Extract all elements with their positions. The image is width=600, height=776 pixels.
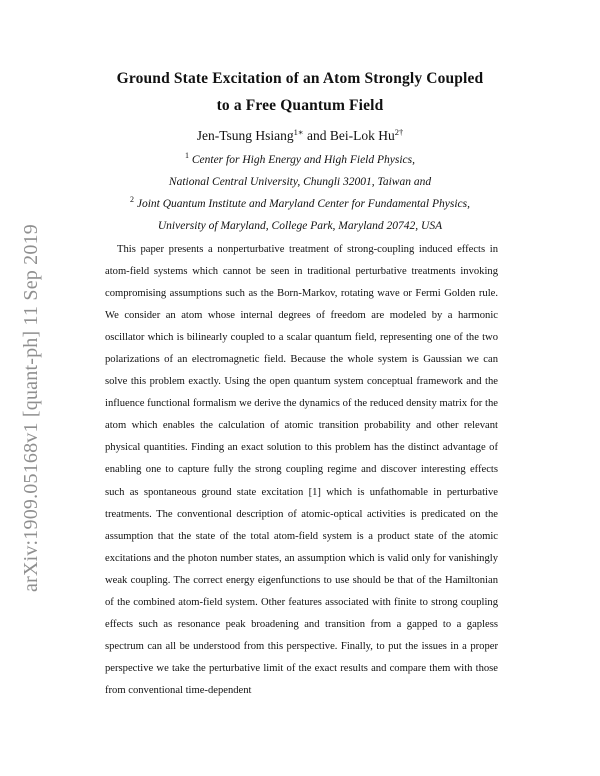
affiliation-line	[80, 193, 520, 215]
affiliation-line	[80, 149, 520, 171]
abstract-text: This paper presents a nonperturbative treatment of strong-coupling induced effects in atom-field systems which cannot be seen in traditional perturbative treatments invoking compromising assumptions such as the Born-Markov, rotating wave or Fermi Golden rule. We consider an atom whose internal degrees of freedom are modeled by a harmonic oscillator which is bilinearly coupled to a scalar quantum field, representing one of the two polarizations of an electromagnetic field. Because the whole system is Gaussian we can solve this problem exactly. Using the open quantum system conceptual framework and the influence functional formalism we derive the dynamics of the reduced density matrix for the atom which enables the calculation of atomic transition probability and other relevant physical quantities. Finding an exact solution to this problem has the distinct advantage of enabling one to capture fully the strong coupling regime and discover interesting effects such as spontaneous ground state excitation [1] which is unfathomable in perturbative treatments. The conventional description of atomic-optical activities is predicated on the assumption that the state of the total atom-field system is a product state of the atomic excitations and the photon number states, an assumption which is valid only for vanishingly weak coupling. The correct energy eigenfunctions to use should be that of the Hamiltonian of the combined atom-field system. Other features associated with finite to strong coupling effects such as resonance peak broadening and transition from a gapped to a gapless spectrum can all be understood from this perspective. Finally, to put the issues in a proper perspective we take the perturbative limit of the exact results and compare them with those from conventional time-dependent	[105, 244, 498, 696]
author-name: Bei-Lok Hu	[329, 128, 395, 143]
affiliation-line: National Central University, Chungli 32001, Taiwan and	[168, 176, 432, 188]
affiliation-number: 2	[129, 195, 134, 204]
title-line-1: Ground State Excitation of an Atom Strongly Coupled	[116, 70, 484, 87]
affiliation	[80, 149, 520, 193]
paper-title	[80, 65, 520, 119]
affiliation-number: 1	[184, 151, 189, 160]
author-affiliation-mark: 2†	[394, 127, 404, 137]
affiliation	[80, 193, 520, 237]
affiliation-line: University of Maryland, College Park, Maryland 20742, USA	[157, 220, 443, 232]
affiliation-text: Joint Quantum Institute and Maryland Center for Fundamental Physics,	[136, 198, 470, 210]
author-connector: and	[303, 128, 330, 143]
author-name: Jen-Tsung Hsiang	[196, 128, 294, 143]
arxiv-identifier: arXiv:1909.05168v1 [quant-ph] 11 Sep 2019	[20, 224, 42, 592]
affiliation-text: Center for High Energy and High Field Physics,	[191, 154, 416, 166]
author-list	[80, 126, 520, 146]
title-line-2: to a Free Quantum Field	[216, 97, 384, 114]
author-affiliation-mark: 1∗	[293, 127, 304, 137]
